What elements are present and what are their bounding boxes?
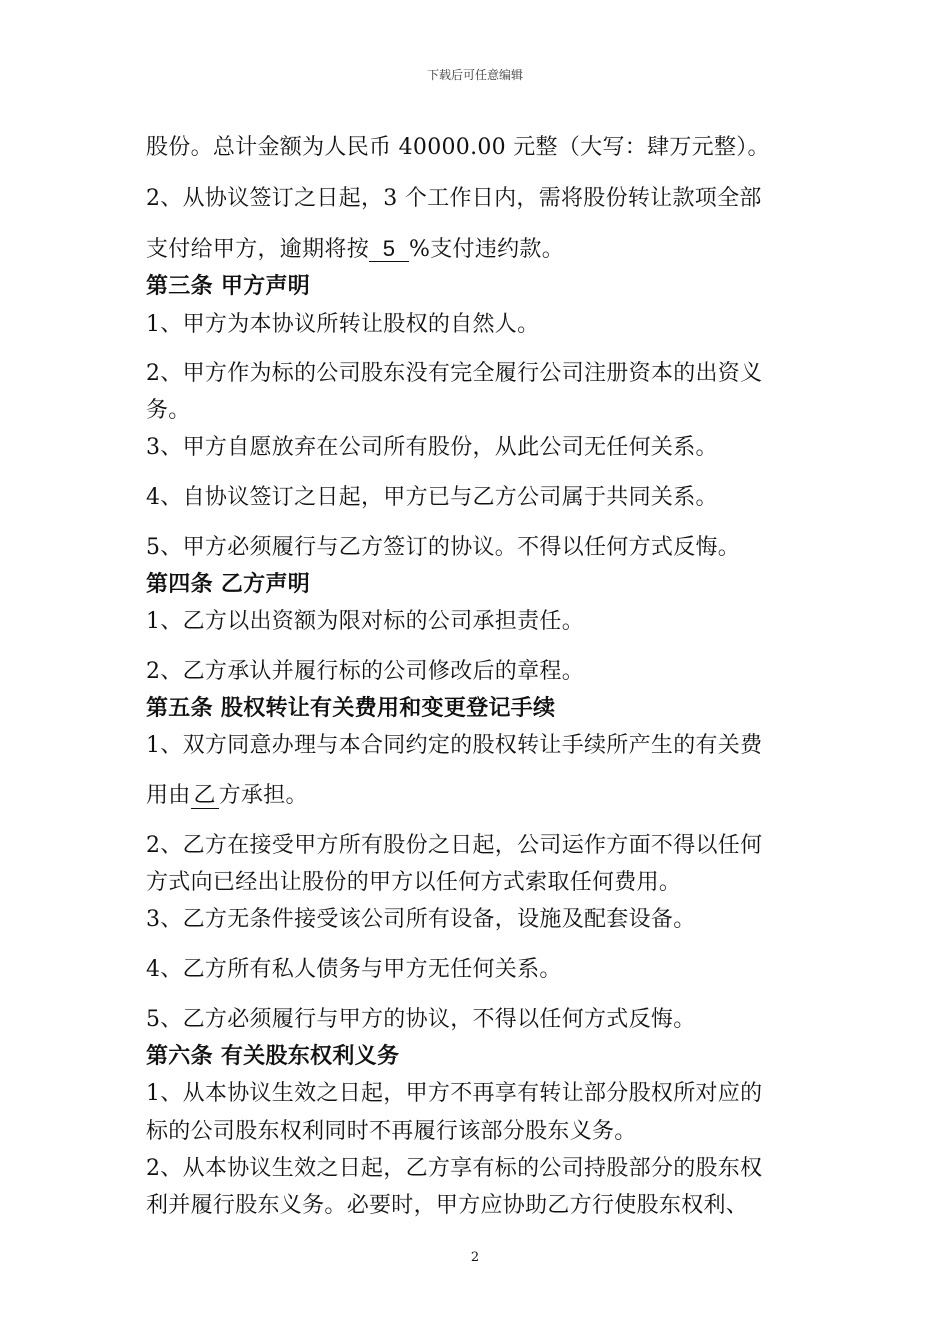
paragraph-line: 4、乙方所有私人债务与甲方无任何关系。 [146,957,562,982]
paragraph-line: 1、从本协议生效之日起，甲方不再享有转让部分股权所对应的 [146,1081,763,1106]
section-heading: 第六条 有关股东权利义务 [146,1044,400,1069]
paragraph-line [146,781,308,811]
fill-blank-party: 乙 [191,784,219,809]
paragraph-line: 1、乙方以出资额为限对标的公司承担责任。 [146,609,584,634]
paragraph-line: 3、甲方自愿放弃在公司所有股份，从此公司无任何关系。 [146,435,718,460]
paragraph-line: 2、甲方作为标的公司股东没有完全履行公司注册资本的出资义 [146,361,763,386]
paragraph-line: 2、乙方在接受甲方所有股份之日起，公司运作方面不得以任何 [146,833,763,858]
paragraph-line: 2、从本协议生效之日起，乙方享有标的公司持股部分的股东权 [146,1156,763,1181]
paragraph-line: 利并履行股东义务。必要时，甲方应协助乙方行使股东权利、 [146,1193,749,1218]
paragraph-line: 标的公司股东权利同时不再履行该部分股东义务。 [146,1119,637,1144]
section-heading: 第四条 乙方声明 [146,572,311,597]
paragraph-line: 1、双方同意办理与本合同约定的股权转让手续所产生的有关费 [146,733,763,758]
text-segment: 用由 [146,783,191,808]
text-segment: 方承担。 [218,783,308,808]
paragraph-line: 方式向已经出让股份的甲方以任何方式索取任何费用。 [146,870,682,895]
paragraph-line: 5、甲方必须履行与乙方签订的协议。不得以任何方式反悔。 [146,535,741,560]
paragraph-line: 务。 [146,398,191,423]
section-heading: 第五条 股权转让有关费用和变更登记手续 [146,696,556,721]
fill-blank-percent: 5 [369,237,409,262]
paragraph-line: 3、乙方无条件接受该公司所有设备，设施及配套设备。 [146,907,696,932]
paragraph-line: 2、从协议签订之日起，3 个工作日内，需将股份转让款项全部 [146,186,762,211]
paragraph-line: 1、甲方为本协议所转让股权的自然人。 [146,312,540,337]
paragraph-line: 4、自协议签订之日起，甲方已与乙方公司属于共同关系。 [146,485,718,510]
page-header: 下载后可任意编辑 [426,68,523,82]
page-number: 2 [470,1250,480,1265]
paragraph-line: 2、乙方承认并履行标的公司修改后的章程。 [146,659,584,684]
paragraph-line [146,235,564,265]
text-segment: %支付违约款。 [409,237,565,262]
paragraph-line: 5、乙方必须履行与甲方的协议，不得以任何方式反悔。 [146,1007,696,1032]
section-heading: 第三条 甲方声明 [146,274,311,299]
paragraph-line: 股份。总计金额为人民币 40000.00 元整（大写：肆万元整）。 [146,135,770,160]
text-segment: 支付给甲方，逾期将按 [146,237,370,262]
